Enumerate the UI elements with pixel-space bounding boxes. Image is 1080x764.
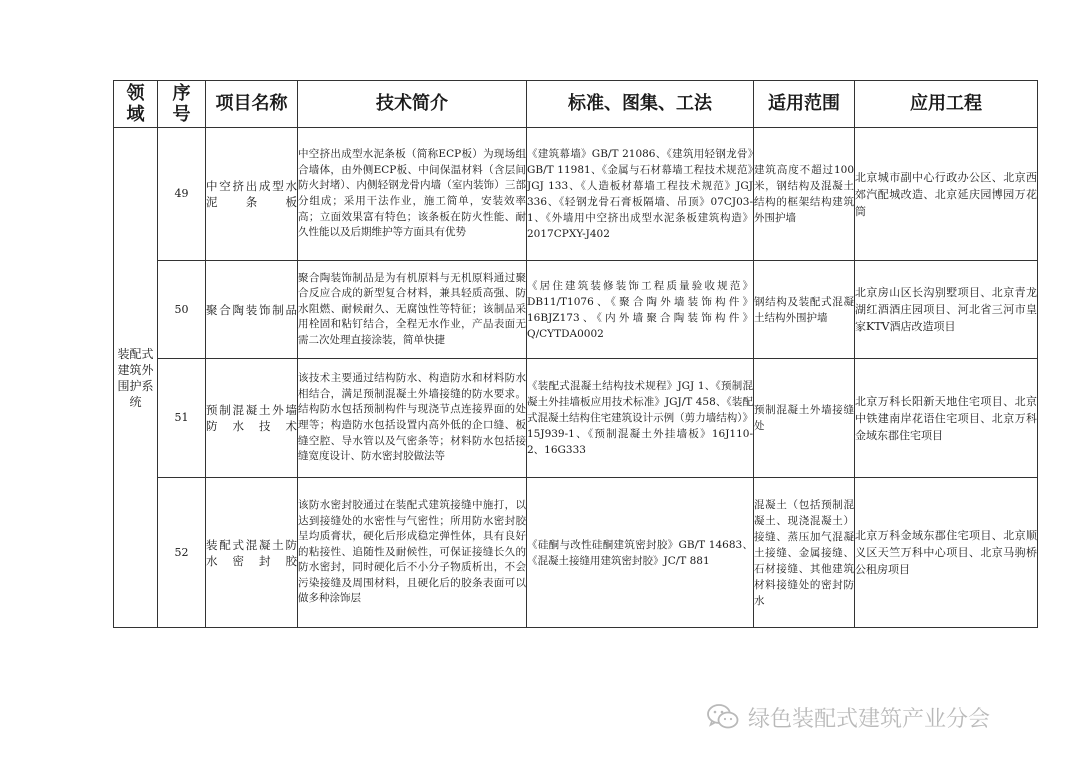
header-seq: 序号	[158, 81, 206, 128]
header-name: 项目名称	[206, 81, 298, 128]
watermark-text: 绿色装配式建筑产业分会	[748, 706, 991, 732]
scope-cell: 混凝土（包括预制混凝土、现浇混凝土）接缝、蒸压加气混凝土接缝、金属接缝、石材接缝、其他建筑材料接缝处的密封防水	[754, 478, 855, 628]
category-cell: 装配式建筑外围护系统	[114, 128, 158, 628]
projects-cell: 北京万科长阳新天地住宅项目、北京中铁建南岸花语住宅项目、北京万科金域东郡住宅项目	[855, 359, 1038, 478]
projects-cell: 北京城市副中心行政办公区、北京西郊汽配城改造、北京延庆园博园万花筒	[855, 128, 1038, 261]
header-domain: 领域	[114, 81, 158, 128]
header-standards: 标准、图集、工法	[527, 81, 754, 128]
table-row	[114, 261, 1038, 359]
table-row	[114, 359, 1038, 478]
header-scope: 适用范围	[754, 81, 855, 128]
watermark	[706, 700, 990, 734]
technology-table	[113, 80, 1038, 628]
project-name: 装配式混凝土防水密封胶	[206, 478, 298, 628]
standards-cell: 《建筑幕墙》GB/T 21086、《建筑用轻钢龙骨》GB/T 11981、《金属与石材幕墙工程技术规范》JGJ 133、《人造板材幕墙工程技术规范》JGJ 336、《轻钢龙骨石膏板隔墙、吊顶》07CJ03-1、《外墙用中空挤出成型水泥条板建筑构造》2017CPXY-J402	[527, 128, 754, 261]
standards-cell: 《居住建筑装修装饰工程质量验收规范》DB11/T1076、《聚合陶外墙装饰构件》16BJZ173、《内外墙聚合陶装饰构件》Q/CYTDA0002	[527, 261, 754, 359]
table-header-row	[114, 81, 1038, 128]
project-name: 中空挤出成型水泥条板	[206, 128, 298, 261]
project-name: 聚合陶装饰制品	[206, 261, 298, 359]
table-row	[114, 478, 1038, 628]
header-projects: 应用工程	[855, 81, 1038, 128]
row-number: 49	[158, 128, 206, 261]
scope-cell: 建筑高度不超过100米，钢结构及混凝土结构的框架结构建筑外围护墙	[754, 128, 855, 261]
tech-intro: 中空挤出成型水泥条板（简称ECP板）为现场组合墙体，由外侧ECP板、中间保温材料（含层间防火封堵）、内侧轻钢龙骨内墙（室内装饰）三部分组成；采用干法作业，施工简单，安装效率高；立面效果富有特色；该条板在防火性能、耐久性能以及后期维护等方面具有优势	[298, 128, 527, 261]
tech-intro: 聚合陶装饰制品是为有机原料与无机原料通过聚合反应合成的新型复合材料，兼具轻质高强、防水阻燃、耐候耐久、无腐蚀性等特征；该制品采用栓固和粘钉结合，全程无水作业，产品表面无需二次处理直接涂装，简单快捷	[298, 261, 527, 359]
row-number: 52	[158, 478, 206, 628]
row-number: 51	[158, 359, 206, 478]
project-name: 预制混凝土外墙防水技术	[206, 359, 298, 478]
scope-cell: 钢结构及装配式混凝土结构外围护墙	[754, 261, 855, 359]
scope-cell: 预制混凝土外墙接缝处	[754, 359, 855, 478]
projects-cell: 北京万科金域东郡住宅项目、北京顺义区天竺万科中心项目、北京马驹桥公租房项目	[855, 478, 1038, 628]
standards-cell: 《硅酮与改性硅酮建筑密封胶》GB/T 14683、《混凝土接缝用建筑密封胶》JC/T 881	[527, 478, 754, 628]
projects-cell: 北京房山区长沟别墅项目、北京青龙湖红酒酒庄园项目、河北省三河市皇家KTV酒店改造项目	[855, 261, 1038, 359]
row-number: 50	[158, 261, 206, 359]
table-row	[114, 128, 1038, 261]
standards-cell: 《装配式混凝土结构技术规程》JGJ 1、《预制混凝土外挂墙板应用技术标准》JGJ/T 458、《装配式混凝土结构住宅建筑设计示例（剪力墙结构）》15J939-1、《预制混凝土外挂墙板》16J110-2、16G333	[527, 359, 754, 478]
header-intro: 技术简介	[298, 81, 527, 128]
tech-intro: 该防水密封胶通过在装配式建筑接缝中施打，以达到接缝处的水密性与气密性；所用防水密封胶呈均质膏状，硬化后形成稳定弹性体，具有良好的粘接性、追随性及耐候性，可保证接缝长久的防水密封，同时硬化后不小分子物质析出，不会污染接缝及周围材料，且硬化后的胶条表面可以做多种涂饰层	[298, 478, 527, 628]
tech-intro: 该技术主要通过结构防水、构造防水和材料防水相结合，满足预制混凝土外墙接缝的防水要求。结构防水包括预制构件与现浇节点连接界面的处理等；构造防水包括设置内高外低的企口缝、板缝空腔、导水管以及气密条等；材料防水包括接缝宽度设计、防水密封胶做法等	[298, 359, 527, 478]
wechat-icon	[706, 703, 740, 731]
